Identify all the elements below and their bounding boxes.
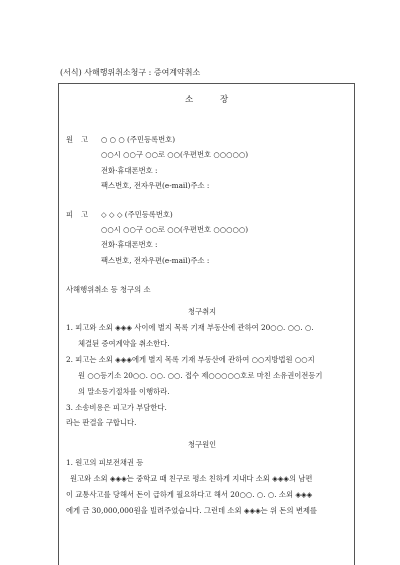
case-name: 사해행위취소 등 청구의 소 (66, 285, 151, 294)
defendant-address: ○○시 ○○구 ○○로 ○○(우편번호 ○○○○○) (101, 225, 249, 234)
claim-purpose-line: 2. 피고는 소외 ◈◈◈에게 별지 목록 기재 부동산에 관하여 ○○지방법원 ○○지 (66, 355, 315, 364)
plaintiff-address: ○○시 ○○구 ○○로 ○○(우편번호 ○○○○○) (101, 150, 249, 159)
claim-cause-heading: 청구원인 (188, 440, 217, 449)
plaintiff-role-2: 고 (81, 135, 89, 144)
plaintiff-phone: 전화·휴대폰번호 : (101, 166, 158, 175)
claim-cause-line: 이 교통사고를 당해서 돈이 급하게 필요하다고 해서 20○○. ○. ○. 소외 ◈◈◈ (66, 490, 313, 499)
defendant-fax-email: 팩스번호, 전자우편(e-mail)주소 : (101, 256, 210, 265)
claim-cause-line: 1. 원고의 피보전채권 등 (66, 458, 144, 467)
claim-purpose-line: 체결된 증여계약을 취소한다. (78, 339, 170, 348)
plaintiff-role-1: 원 (66, 135, 74, 144)
claim-purpose-heading: 청구취지 (188, 307, 217, 316)
plaintiff-name: ○ ○ ○ (주민등록번호) (101, 135, 176, 144)
claim-purpose-line: 3. 소송비용은 피고가 부담한다. (66, 403, 167, 412)
defendant-phone: 전화·휴대폰번호 : (101, 240, 158, 249)
defendant-name: ◇ ◇ ◇ (주민등록번호) (101, 210, 173, 219)
form-label: (서식) 사해행위취소청구 : 증여계약취소 (60, 68, 201, 77)
claim-cause-line: 원고와 소외 ◈◈◈는 중학교 때 친구로 평소 친하게 지내다 소외 ◈◈◈의 남편 (70, 474, 313, 483)
plaintiff-fax-email: 팩스번호, 전자우편(e-mail)주소 : (101, 181, 210, 190)
title-char-1: 소 (185, 95, 194, 105)
defendant-role-1: 피 (66, 210, 74, 219)
claim-purpose-line: 원 ○○등기소 20○○. ○○. ○○. 접수 제○○○○○호로 마친 소유권이전등기 (78, 371, 323, 380)
title-char-2: 장 (220, 95, 229, 105)
defendant-role-2: 고 (81, 210, 89, 219)
claim-purpose-line: 의 말소등기절차를 이행하라. (78, 387, 170, 396)
claim-cause-line: 에게 금 30,000,000원을 빌려주었습니다. 그런데 소외 ◈◈◈는 위 돈의 변제를 (66, 506, 317, 515)
claim-purpose-line: 라는 판결을 구합니다. (66, 418, 137, 427)
claim-purpose-line: 1. 피고와 소외 ◈◈◈ 사이에 별지 목록 기재 부동산에 관하여 20○○. ○○. ○. (66, 323, 314, 332)
